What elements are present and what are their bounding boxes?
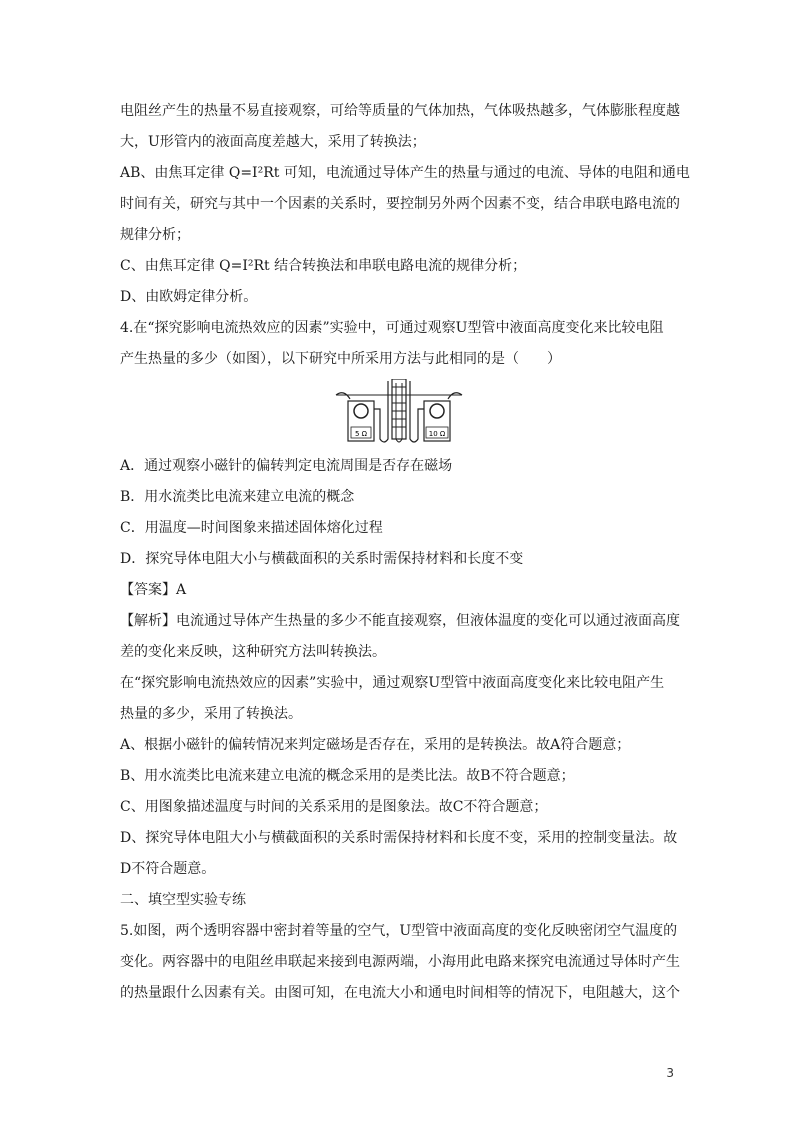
analysis-text: 热量的多少，采用了转换法。 [120, 706, 302, 722]
right-resistor-label: 10 Ω [428, 430, 446, 438]
analysis-text: D、探究导体电阻大小与横截面积的关系时需保持材料和长度不变，采用的控制变量法。故 [120, 830, 678, 846]
analysis-text: 【解析】电流通过导体产生热量的多少不能直接观察，但液体温度的变化可以通过液面高度 [120, 613, 680, 629]
u-tube-diagram [334, 379, 464, 447]
right-u-tube [410, 381, 424, 442]
text-line: 电阻丝产生的热量不易直接观察，可给等质量的气体加热，气体吸热越多，气体膨胀程度越 [120, 103, 680, 119]
text-line: D、由欧姆定律分析。 [120, 289, 258, 305]
question-5-text: 的热量跟什么因素有关。由图可知，在电流大小和通电时间相等的情况下，电阻越大，这个 [120, 985, 680, 1001]
question-5-text: 变化。两容器中的电阻丝串联起来接到电源两端，小海用此电路来探究电流通过导体时产生 [120, 954, 680, 970]
text-line: 大，U形管内的液面高度差越大，采用了转换法； [120, 134, 426, 150]
answer: 【答案】A [120, 582, 187, 598]
section-title: 二、填空型实验专练 [120, 892, 246, 908]
text-line: 时间有关，研究与其中一个因素的关系时，要控制另外两个因素不变，结合串联电路电流的 [120, 196, 680, 212]
left-u-tube [374, 381, 388, 442]
analysis-text: 在“探究影响电流热效应的因素”实验中，通过观察U型管中液面高度变化来比较电阻产生 [120, 675, 665, 691]
analysis-text: 差的变化来反映，这种研究方法叫转换法。 [120, 644, 386, 660]
question-5-text: 5.如图，两个透明容器中密封着等量的空气，U型管中液面高度的变化反映密闭空气温度的 [120, 923, 678, 939]
option-a: A．通过观察小磁针的偏转判定电流周围是否存在磁场 [120, 458, 453, 474]
option-b: B．用水流类比电流来建立电流的概念 [120, 489, 355, 505]
analysis-text: D不符合题意。 [120, 861, 216, 877]
page-number: 3 [666, 1066, 674, 1080]
scale-ladder [392, 379, 406, 439]
u-tube-figure [120, 379, 676, 449]
analysis-text: A、根据小磁针的偏转情况来判定磁场是否存在，采用的是转换法。故A符合题意； [120, 737, 631, 753]
text-line: C、由焦耳定律 Q=I²Rt 结合转换法和串联电路电流的规律分析； [120, 258, 527, 274]
left-resistor-label: 5 Ω [354, 430, 368, 438]
analysis-text: C、用图象描述温度与时间的关系采用的是图象法。故C不符合题意； [120, 799, 548, 815]
analysis-text: B、用水流类比电流来建立电流的概念采用的是类比法。故B不符合题意； [120, 768, 575, 784]
text-line: 规律分析； [120, 227, 190, 243]
document-body [120, 96, 690, 1009]
question-4-text: 产生热量的多少（如图），以下研究中所采用方法与此相同的是（ ） [120, 351, 561, 367]
text-line: AB、由焦耳定律 Q=I²Rt 可知，电流通过导体产生的热量与通过的电流、导体的电阻和通电 [120, 165, 690, 181]
option-c: C．用温度—时间图象来描述固体熔化过程 [120, 520, 383, 536]
question-4-text: 4.在“探究影响电流热效应的因素”实验中，可通过观察U型管中液面高度变化来比较电阻 [120, 320, 664, 336]
option-d: D．探究导体电阻大小与横截面积的关系时需保持材料和长度不变 [120, 551, 524, 567]
